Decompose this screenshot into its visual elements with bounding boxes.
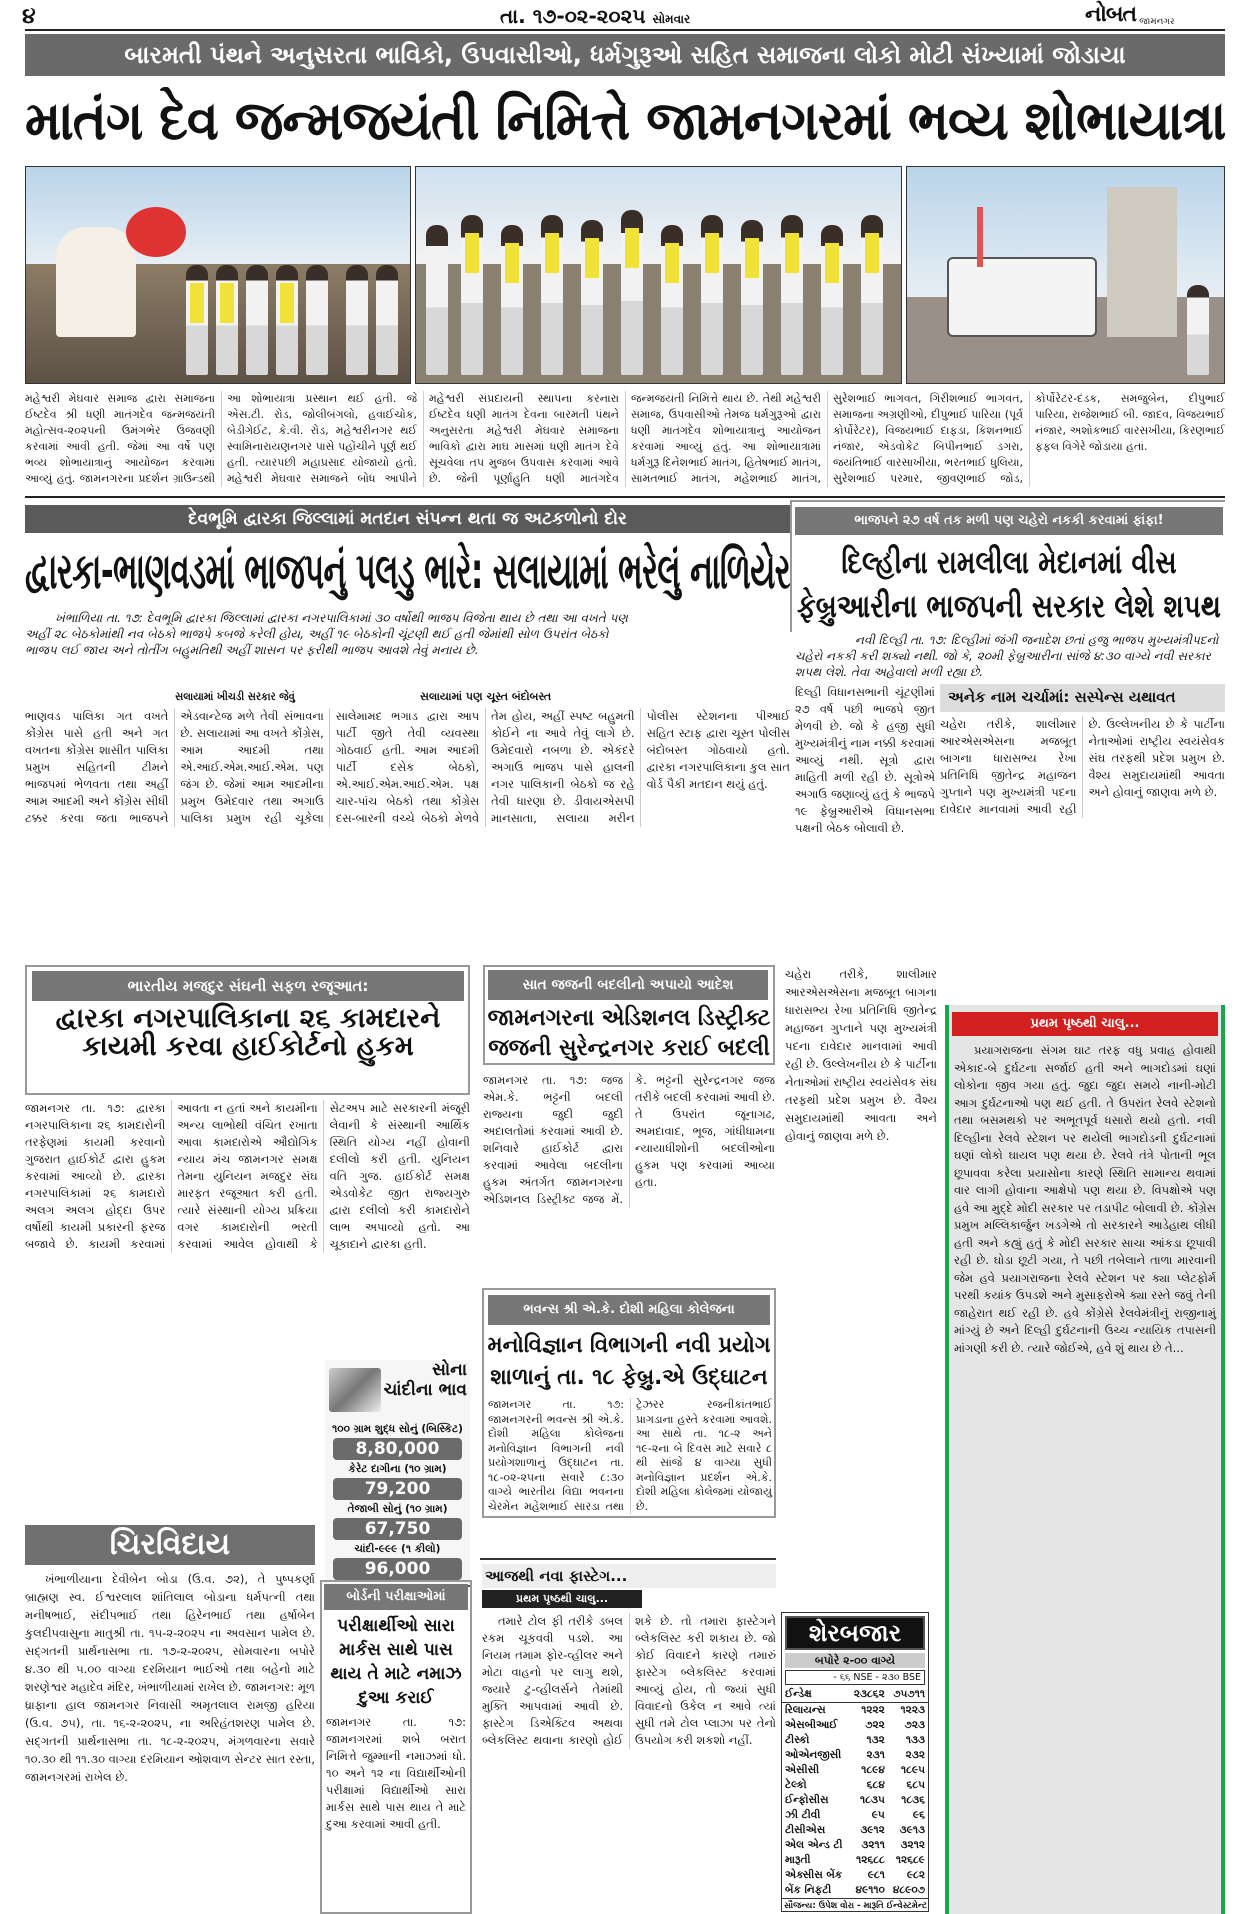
- stock-row: [782, 1823, 928, 1838]
- stock-row: [782, 1793, 928, 1808]
- stock-name: મારૂતી: [785, 1854, 811, 1866]
- stock-nse: ૯૫: [871, 1809, 885, 1821]
- stock-credit: સૌજન્ય: ઉપેશ વોરા - મારૂતિ ઈન્વેસ્ટમેન્ટ: [782, 1898, 928, 1913]
- dwarka-headline: દ્વારકા-ભાણવડમાં ભાજપનું પલડુ ભારે: સલાયામાં ભરેલું નાળિયેર: [25, 542, 791, 600]
- stock-box: [781, 1612, 929, 1912]
- dwarka-intro: ખંભાળિયા તા. ૧૭: દેવભૂમિ દ્વારકા જિલ્લામાં દ્વારકા નગરપાલિકામાં ૩૦ વર્ષોથી ભાજપ વિજેતા થાય છે તથા આ વખતે પણ અહીં ૨૮ બેઠકોમાંથી નવ બેઠકો ભાજપે કબજે કરેલી હોય, અહીં ૧૯ બેઠકોની ચૂંટણી થઈ હતી જેમાંથી સોળ ઉપરાંત બેઠકો ભાજપ લઈ જાય અને તોતીંગ બહુમતિથી અહીં શાસન પર ફરીથી ભાજપ આવશે તેવું મનાય છે.: [25, 611, 628, 657]
- stock-bse: ૭૨૩: [904, 1719, 925, 1731]
- gold-label: કેરેટ દાગીના (૧૦ ગ્રામ): [348, 1463, 447, 1475]
- procession-photo-3: [906, 166, 1225, 384]
- stock-nse: ૩૯૧૨: [860, 1824, 885, 1836]
- stock-nse: ૧૮૩૫: [860, 1794, 885, 1806]
- stock-nse: ૧૨૨૨: [861, 1704, 885, 1716]
- divider: [25, 496, 1225, 498]
- stock-name: ઓએનજીસી: [785, 1749, 842, 1761]
- stock-change: - ૬૬ NSE - ૨૩૦ BSE: [785, 1670, 925, 1685]
- lead-kicker: બારમતી પંથને અનુસરતા ભાવિકો, ઉપવાસીઓ, ધર્મગુરૂઓ સહિત સમાજના લોકો મોટી સંખ્યામાં જોડાયા: [25, 34, 1225, 76]
- stock-nse: ૧૮૯૪: [861, 1764, 885, 1776]
- delhi-strip: ભાજપને ૨૭ વર્ષ તક મળી પણ ચહેરો નકકી કરવામાં ફાંફા!: [795, 507, 1223, 535]
- logo-text: નોબત: [1085, 2, 1137, 27]
- dwarka-strip: દેવભૂમિ દ્વારકા જિલ્લામાં મતદાન સંપન્ન થતા જ અટકળોનો દોર: [25, 505, 790, 533]
- obituary-title: ચિરવિદાય: [25, 1525, 315, 1565]
- stock-bse: ૧૮૯૫: [900, 1764, 925, 1776]
- stock-nse: ૨૩૧: [866, 1749, 885, 1761]
- stock-bse: ૯૮૨: [906, 1869, 925, 1881]
- majdur-strip: ભારતીય મજદુર સંઘની સફળ રજૂઆત:: [32, 971, 464, 1001]
- gold-value: 67,750: [333, 1518, 462, 1540]
- stock-bse: ૩૯૧૩: [899, 1824, 925, 1836]
- page-number: ૪: [22, 4, 36, 29]
- stock-bse: ૩૨૧૨: [900, 1839, 925, 1851]
- fastag-title: આજથી નવા ફાસ્ટેગ...: [482, 1564, 776, 1588]
- gold-value: 96,000: [333, 1558, 462, 1580]
- index-bse: ૭૫૭૧૧: [893, 1688, 925, 1700]
- judge-headline: જામનગરના એડિશનલ ડિસ્ટ્રીક્ટ જજની સુરેન્દ્રનગર કરાઈ બદલી: [487, 1005, 771, 1061]
- stock-index-row: [782, 1687, 928, 1703]
- college-body: જામનગર તા. ૧૭: જામનગરની ભવન્સ શ્રી એ.કે. દોશી મહિલા કોલેજના મનોવિજ્ઞાન વિભાગની નવી પ્રયોગશાળાનું ઉદ્ઘાટન તા. ૧૮-૦૨-૨૫ના સવારે ૮:૩૦ વાગ્યે ભારતીય વિદ્યા ભવનના ચેરમેન મહેશભાઈ સારડા તથા ટ્રેઝરર રજનીકાંતભાઈ પ્રાગડાના હસ્તે કરવામાં આવશે. આ સાથે તા. ૧૮-૨ અને ૧૯-૨ના બે દિવસ માટે સવારે ૮ થી સાંજે ૪ વાગ્યા સુધી મનોવિજ્ઞાન પ્રદર્શન એ.કે. દોશી મહિલા કોલેજમાં યોજાયું છે.: [488, 1398, 772, 1513]
- stock-row: [782, 1883, 928, 1898]
- gold-label: તેજાબી સોનું (૧૦ ગ્રામ): [347, 1503, 448, 1515]
- continued-body: પ્રયાગરાજના સંગમ ઘાટ તરફ વધુ પ્રવાહ હોવાથી એકાદ-બે દુર્ઘટના સર્જાઈ હતી અને ભાગદોડમાં ઘણાં લોકોના જીવ ગયા હતું. જુદા જુદા સમયે નાની-મોટી આગ દુર્ઘટનાઓ પણ થઈ હતી. તે ઉપરાંત રેલવે સ્ટેશનો તથા બસમથકો પર અભૂતપૂર્વ ધસારો થયો હતો. નવી દિલ્હીના રેલવે સ્ટેશન પર થયેલી ભાગદોડની દુર્ઘટનામાં ઘણાં લોકો ઘાયલ પણ થયા છે. રેલવે તંત્રે પોતાની ભૂલ છૂપાવવા કરેલા પ્રયાસોના કારણે સ્થિતિ સામાન્ય થવામાં વાર લાગી હોવાના આક્ષેપો પણ થયા છે. વિપક્ષોએ પણ હવે આ મુદ્દે મોદી સરકાર પર તડાપીટ બોલાવી છે. કોંગ્રેસ પ્રમુખ મલ્લિકાર્જુન ખડગેએ તો સરકારને આડેહાથ લીધી હતી અને કહ્યું હતું કે મોદી સરકાર સાચા આંકડા છૂપાવી રહી છે. ઘોડા છૂટી ગયા, તે પછી તબેલાને તાળા મારવાની જેમ હવે પ્રયાગરાજના રેલવે સ્ટેશન પર ક્યા પ્લેટફોર્મ પરથી કયાંક ઉપડશે અને મુસાફરોએ ક્યા રસ્તે જવું તેની જાહેરાત થઈ રહી છે. હવે કોંગ્રેસે રેલવેમંત્રીનું રાજીનામું માંગ્યું છે અને દિલ્હી દુર્ઘટનાની ઉચ્ચ ન્યાયિક તપાસની માંગણી કરી છે. ત્યારે જોઈએ, હવે શું થાય છે તે...: [954, 1043, 1216, 1355]
- gold-value: 79,200: [333, 1478, 462, 1500]
- stock-bse: ૨૩૨: [905, 1749, 925, 1761]
- stock-name: બેંક નિફટી: [785, 1884, 832, 1896]
- gold-bars-icon: [329, 1368, 381, 1412]
- stock-title: શેરબજાર: [785, 1616, 925, 1650]
- stock-nse: ૪૯૧૧૦: [855, 1884, 885, 1896]
- fastag-body: તમારે ટોલ ફી તરીકે ડબલ રકમ ચૂકવવી પડશે. આ નિયમ તમામ ફોર-વ્હીલર અને મોટા વાહનો પર લાગુ થશે, જ્યારે ટુ-વ્હીલર્સને તેમાંથી મુક્તિ આપવામાં આવી છે. ફાસ્ટેગ ડિએક્ટિવ અથવા બ્લેકલિસ્ટ થવાના કારણો હોઈ શકે છે. તો તમારા ફાસ્ટેગને બ્લેકલિસ્ટ કરી શકાય છે. જો કોઈ વિવાદને કારણે તમારું ફાસ્ટેગ બ્લેકલિસ્ટ કરવામાં આવ્યું હોય, તો જ્યાં સુધી વિવાદનો ઉકેલ ન આવે ત્યાં સુધી તમે ટોલ પ્લાઝા પર તેનો ઉપયોગ કરી શકશો નહીં.: [482, 1614, 776, 1747]
- index-name: ઈન્ડેક્ષ: [785, 1688, 812, 1700]
- stock-name: એસીસી: [785, 1764, 820, 1776]
- stock-nse: ૬૮૪: [866, 1779, 885, 1791]
- judge-strip: સાત જજની બદલીનો અપાયો આદેશ: [488, 970, 768, 1000]
- stock-bse: ૧૨૬૮૯: [895, 1854, 925, 1866]
- gold-value: 8,80,000: [333, 1438, 462, 1460]
- delhi-intro: નવી દિલ્હી તા. ૧૭: દિલ્હીમાં જંગી જનાદેશ છતાં હજુ ભાજપ મુખ્યમંત્રીપદનો ચહેરો નકકી કરી શક્યો નથી. જો કે, ૨૦મી ફેબ્રુઆરીના સાંજે ૪:૩૦ વાગ્યે નવી સરકાર શપથ લેશે. તેવા અહેવાલો મળી રહ્યા છે.: [795, 633, 1219, 679]
- stock-name: એલ એન્ડ ટી: [785, 1839, 843, 1851]
- stock-row: [782, 1733, 928, 1748]
- majdur-body: જામનગર તા. ૧૭: દ્વારકા નગરપાલિકાના ૨૬ કામદારોની તરફેણમાં કાયમી કરવાનો ગુજરાત હાઈકોર્ટ દ્વારા હુકમ કરવામાં આવ્યો છે. દ્વારકા નગરપાલિકામાં ૨૬ કામદારો અલગ અલગ હોદ્દા ઉપર વર્ષોથી કાયમી પ્રકારની ફરજ બજાવે છે. કાયમી કરવામાં આવતા ન હતાં અને કાયમીના અન્ય લાભોથી વંચિત રખાતા આવા કામદારોએ ઔદ્યોગિક ન્યાય મંચ જામનગર સમક્ષ તેમના યુનિયન મજદુર સંઘ મારફત રજૂઆત કરી હતી. ત્યારે સંસ્થાની યોગ્ય પ્રક્રિયા વગર કામદારોની ભરતી કરવામાં આવેલ હોવાથી કે સેટઅપ માટે સરકારની મંજૂરી લેવાની કે સંસ્થાની આર્થિક સ્થિતિ યોગ્ય નહીં હોવાની દલીલો કરી હતી. યુનિયન વતિ ગુજ. હાઈકોર્ટ સમક્ષ એડવોકેટ જીત રાજ્યગુરુ દ્વારા દલીલો કરી કામદારોને લાભ અપાવ્યો હતો. આ ચૂકાદાને દ્વારકા હતી.: [25, 1101, 470, 1251]
- stock-row: [782, 1868, 928, 1883]
- logo-city: જામનગર: [1139, 17, 1175, 27]
- delhi-headline: દિલ્હીના રામલીલા મેદાનમાં વીસ ફેબ્રુઆરીના ભાજપની સરકાર લેશે શપથ: [797, 543, 1221, 625]
- college-strip: ભવન્સ શ્રી એ.કે. દોશી મહિલા કોલેજના: [488, 1295, 770, 1325]
- procession-photo-1: [25, 166, 411, 384]
- board-body: જામનગર તા. ૧૭: જામનગરમાં શબે બરાત નિમિત્તે જુમ્માની નમાઝમાં ધો. ૧૦ અને ૧૨ ના વિદ્યાર્થીઓની પરીક્ષામાં વિદ્યાર્થીઓ સારા માર્કસ સાથે પાસ થાય તે માટે દુઆ કરવામાં આવી હતી.: [326, 1715, 466, 1831]
- stock-row: [782, 1778, 928, 1793]
- stock-name: ઝી ટીવી: [785, 1809, 821, 1821]
- stock-nse: ૧૨૬૮૮: [856, 1854, 885, 1866]
- day: સોમવાર: [652, 12, 691, 26]
- procession-photo-2: [415, 166, 902, 384]
- stock-row: [782, 1748, 928, 1763]
- stock-bse: ૬૮૫: [906, 1779, 925, 1791]
- stock-name: ટેલ્કો: [785, 1779, 807, 1791]
- divider: [480, 1558, 776, 1560]
- gold-label: ૧૦૦ ગ્રામ શુદ્ધ સોનું (બિસ્કિટ): [332, 1423, 463, 1435]
- index-nse: ૨૩૮૬૨: [853, 1688, 885, 1700]
- gold-label: ચાંદી-૯૯૯ (૧ કીલો): [354, 1543, 441, 1555]
- lead-headline: માતંગ દેવ જન્મજયંતી નિમિત્તે જામનગરમાં ભવ્ય શોભાયાત્રા: [25, 89, 1226, 152]
- stock-table: [782, 1687, 928, 1898]
- stock-row: [782, 1763, 928, 1778]
- stock-name: એક્સીસ બેંક: [785, 1869, 843, 1881]
- dwarka-body: ભાણવડ પાલિકા ગત વખતે કોંગ્રેસ પાસે હતી અને ગત વખતના કોંગ્રેસ શાસીત પાલિકા પ્રમુખ સહિતની ટીમને ભાજપમાં ભેળવતા તથા અહીં આમ આદમી અને કોંગ્રેસ સીધી ટક્કર કરવા જતા ભાજપને એડવાન્ટેજ મળે તેવી સંભાવના છે. સલાયામાં આ વખતે કોંગ્રેસ, આમ આદમી તથા એ.આઈ.એમ.આઈ.એમ. પણ જંગ છે. જેમાં આમ આદમીના પ્રમુખ ઉમેદવાર તથા અગાઉ પાલિકા પ્રમુખ રહી ચૂકેલા સાલેમામદ ભગાડ દ્વારા આપ પાર્ટી જીતે તેવી વ્યવસ્થા ગોઠવાઈ હતી. આમ આદમી પાર્ટી દસેક બેઠકો, એ.આઈ.એમ.આઈ.એમ. પક્ષ ચાર-પાંચ બેઠકો તથા કોંગ્રેસ દસ-બારની વચ્ચે બેઠકો મેળવે તેમ હોય, અહીં સ્પષ્ટ બહુમતી કોઈને ના આવે તેવું લાગે છે. ઉમેદવારો નબળા છે. એકંદરે અગાઉ ભાજપ પાસે હાલની નગર પાલિકાની બેઠકો જ રહે તેવી ધારણા છે. ડીવાયએસપી માનસાતા, સલાયા મરીન પોલીસ સ્ટેશનના પીઆઈ સહિત સ્ટાફ દ્વારા ચૂસ્ત પોલીસ બંદોબસ્ત ગોઠવાયો હતો. દ્વારકા નગરપાલિકાના કુલ સાત વોર્ડ પૈકી મતદાન થયું હતું.: [25, 709, 790, 825]
- board-strip: બોર્ડની પરીક્ષાઓમાં: [324, 1584, 468, 1610]
- stock-bse: ૧૮૩૬: [901, 1794, 925, 1806]
- fastag-continued: પ્રથમ પૃષ્ઠથી ચાલુ...: [482, 1590, 642, 1608]
- stock-bse: ૧૩૩: [905, 1734, 925, 1746]
- delhi-sub-body: ચહેરા તરીકે, શાલીમાર આરએસએસના મજબૂત બાગના ધારાસભ્ય રેખા પ્રતિનિધિ જીતેન્દ્ર મહાજન ગુપ્તાને પણ મુખ્યમંત્રી પદના દાવેદાર માનવામાં આવી રહી છે. ઉલ્લેખનીય છે કે પાર્ટીના નેતાઓમાં રાષ્ટ્રીય સ્વયંસેવક સંઘ તરફથી પ્રદેશ પ્રમુખ છે. વૈશ્ય સમુદાયમાંથી આવતા અને હોવાનું જાણવા મળે છે.: [940, 717, 1225, 816]
- gold-title: સોના ચાંદીના ભાવ: [383, 1360, 467, 1400]
- header-rule: [25, 29, 1225, 31]
- stock-name: ટીસ્કો: [785, 1734, 810, 1746]
- date: તા. ૧૭-૦૨-૨૦૨૫: [500, 4, 646, 28]
- delhi-body-continued: ચહેરા તરીકે, શાલીમાર આરએસએસના મજબૂત બાગના ધારાસભ્ય રેખા પ્રતિનિધિ જીતેન્દ્ર મહાજન ગુપ્તાને પણ મુખ્યમંત્રી પદના દાવેદાર માનવામાં આવી રહી છે. ઉલ્લેખનીય છે કે પાર્ટીના નેતાઓમાં રાષ્ટ્રીય સ્વયંસેવક સંઘ તરફથી પ્રદેશ પ્રમુખ છે. વૈશ્ય સમુદાયમાંથી આવતા અને હોવાનું જાણવા મળે છે.: [785, 967, 937, 1143]
- stock-row: [782, 1703, 928, 1719]
- dwarka-subhead-1: સલાયામાં ખીચડી સરકાર જેવું: [175, 690, 295, 703]
- stock-row: [782, 1838, 928, 1853]
- stock-nse: ૧૩૨: [866, 1734, 885, 1746]
- stock-row: [782, 1853, 928, 1868]
- stock-nse: ૯૮૧: [867, 1869, 885, 1881]
- stock-time: બપોરે ૨-૦૦ વાગ્યે: [785, 1653, 925, 1668]
- stock-nse: ૭૨૨: [865, 1719, 885, 1731]
- majdur-headline: દ્વારકા નગરપાલિકાના ૨૬ કામદારને કાયમી કરવા હાઈકોર્ટનો હુકમ: [55, 1003, 441, 1062]
- stock-name: એસબીઆઈ: [785, 1719, 838, 1731]
- college-headline: મનોવિજ્ઞાન વિભાગની નવી પ્રયોગ શાળાનું તા. ૧૮ ફેબ્રુ.એ ઉદ્ઘાટન: [487, 1333, 771, 1390]
- judge-body: જામનગર તા. ૧૭: જજ એમ.કે. ભટ્ટની બદલી રાજ્યના જુદી જુદી અદાલતોમાં કરવામાં આવી છે. શનિવારે હાઈકોર્ટ દ્વારા કરવામાં આવેલા બદલીના હુકમ અંતર્ગત જામનગરના એડિશનલ ડિસ્ટ્રીક્ટ જજ મેં. કે. ભટ્ટની સુરેન્દ્રનગર જજ તરીકે બદલી કરવામાં આવી છે. તે ઉપરાંત જૂનાગઢ, અમદાવાદ, ભૂજ, ગાંધીધામના ન્યાયાધીશોની બદલીઓના હુકમ પણ કરવામાં આવ્યા હતા.: [483, 1073, 775, 1206]
- board-headline: પરીક્ષાર્થીઓ સારા માર્કસ સાથે પાસ થાય તે માટે નમાઝ દુઆ કરાઈ: [330, 1616, 462, 1708]
- dwarka-subhead-2: સલાયામાં પણ ચૂસ્ત બંદોબસ્ત: [420, 690, 552, 703]
- stock-name: ઈન્ફોસીસ: [785, 1794, 829, 1806]
- stock-name: ટીસીએસ: [785, 1824, 826, 1836]
- lead-body: મહેશ્વરી મેઘવાર સમાજ દ્વારા સમાજના ઈષ્ટદેવ શ્રી ધણી માતંગદેવ જન્મજયંતી મહોત્સવ-૨૦૨૫ની ઉમંગભેર ઉજવણી કરવામાં આવી હતી. જેમાં આ વર્ષે પણ ભવ્ય શોભાયાત્રાનું આયોજન કરવામાં આવ્યું હતું. જામનગરના પ્રદર્શન ગ્રાઉન્ડથી આ શોભાયાત્રા પ્રસ્થાન થઈ હતી. જે એસ.ટી. રોડ, જોલીબંગલો, હવાઈચોક, બેડીગેઈટ, કે.વી. રોડ, મહેશ્વરીનગર થઈ સ્વામિનારાયણનગર પાસે પહોંચીને પૂર્ણ થઈ હતી. ત્યારપછી મહાપ્રસાદ યોજાયો હતો. મહેશ્વરી મેઘવાર સમાજને બોધ આપીને મહેશ્વરી સંપ્રદાયની સ્થાપના કરનારા ઈષ્ટદેવ ધણી માતંગ દેવના બારમતી પંથને અનુસરતા મહેશ્વરી મેઘવાર સમાજના ભાવિકો દ્વારા માઘ માસમાં ધણી માતંગ દેવે સૂચવેલા તપ મુજબ ઉપવાસ કરવામાં આવે છે. જેની પૂર્ણાહુતિ ધણી માતંગદેવ જન્મજયંતી નિમિત્તે થાય છે. તેથી મહેશ્વરી સમાજ, ઉપવાસીઓ તેમજ ધર્મગુરૂઓ દ્વારા ધણી માતંગદેવ શોભાયાત્રાનું આયોજન કરવામાં આવ્યું હતું. આ શોભાયાત્રામાં ધર્મગુરૂ દિનેશભાઈ માતંગ, હિતેષભાઈ માતંગ, સામતભાઈ માતંગ, મહેશભાઈ માતંગ, સુરેશભાઈ ભાગવત, ગિરીશભાઈ ભાગવત, સમાજના અગ્રણીઓ, દીપુભાઈ પારિયા (પૂર્વ કોર્પોરેટર), વિજયભાઈ દાફડા, કિશનભાઈ નંજાર, એડવોકેટ બિપીનભાઈ ડગરા, જયંતિભાઈ વારસાખીયા, ભરતભાઈ ધુલિયા, સુરેશભાઈ પરમાર, જીવણભાઈ જોડ, કોર્પોરેટર-દંડક, સમજુબેન, દીપુભાઈ પારિયા, રાજેશભાઈ બી. જાદવ, વિજયભાઈ નંજાર, અશોકભાઈ વારસખીયા, કિરણભાઈ ફફલ વિગેરે જોડાયા હતાં.: [25, 392, 1225, 485]
- delhi-body: દિલ્હી વિધાનસભાની ચૂંટણીમાં ૨૭ વર્ષ પછી ભાજપે જીત મેળવી છે. જો કે હજી સુધી મુખ્યમંત્રીનું નામ નક્કી કરવામાં આવ્યું નથી. સૂત્રો દ્વારા માહિતી મળી રહી છે. સૂત્રોએ અગાઉ જણાવ્યું હતું કે ભાજપે ૧૯ ફેબ્રુઆરીએ વિધાનસભા પક્ષની બેઠક બોલાવી છે.: [795, 685, 935, 835]
- stock-row: [782, 1808, 928, 1823]
- date-line: [500, 4, 690, 28]
- stock-bse: ૪૮૯૦૭: [892, 1884, 925, 1896]
- continued-title: પ્રથમ પૃષ્ઠથી ચાલુ...: [952, 1012, 1218, 1036]
- gold-box: [325, 1360, 470, 1587]
- obituary-body: ખંભાળીયાના દેવીબેન બોડા (ઉ.વ. ૭૨), તે પુષ્પકર્ણા બ્રાહ્મણ સ્વ. ઈશ્વરલાલ શાંતિલાલ બોડાના ધર્મપત્ની તથા મનીષભાઈ, સંદીપભાઈ તથા હિરેનભાઈ તથા હર્ષાબેન કુલદીપવાસુના માતુશ્રી તા. ૧૫-૨-૨૦૨૫ ના અવસાન પામેલ છે. સદ્ગતની પ્રાર્થનાસભા તા. ૧૭-૨-૨૦૨૫, સોમવારના બપોરે ૪.૩૦ થી ૫.૦૦ વાગ્યા દરમિયાન ભાઈઓ તથા બહેનો માટે શરણેશ્વર મહાદેવ મંદિર, ખંભાળીયામાં રાખેલ છે. જામનગર: મૂળ ધ્રાફાના હાલ જામનગર નિવાસી અમૃતલાલ રામજી હરિયા (ઉ.વ. ૭૫), તા. ૧૬-૨-૨૦૨૫, ના અરિહંતશરણ પામેલ છે. સદ્ગતની પ્રાર્થનાસભા તા. ૧૮-૨-૨૦૨૫, મંગળવારના સવારે ૧૦.૩૦ થી ૧૧.૩૦ વાગ્યા દરમિયાન ઓશવાળ સેન્ટર સાત રસ્તા, જામનગરમાં રાખેલ છે.: [25, 1572, 315, 1784]
- newspaper-logo: [1085, 2, 1175, 27]
- stock-bse: ૧૨૨૩: [900, 1704, 925, 1716]
- stock-nse: ૩૨૧૧: [861, 1839, 885, 1851]
- stock-bse: ૯૬: [912, 1809, 925, 1821]
- stock-name: રિલાયન્સ: [785, 1704, 826, 1716]
- stock-row: [782, 1718, 928, 1733]
- delhi-subhead: અનેક નામ ચર્ચામાં: સસ્પેન્સ યથાવત: [940, 684, 1225, 712]
